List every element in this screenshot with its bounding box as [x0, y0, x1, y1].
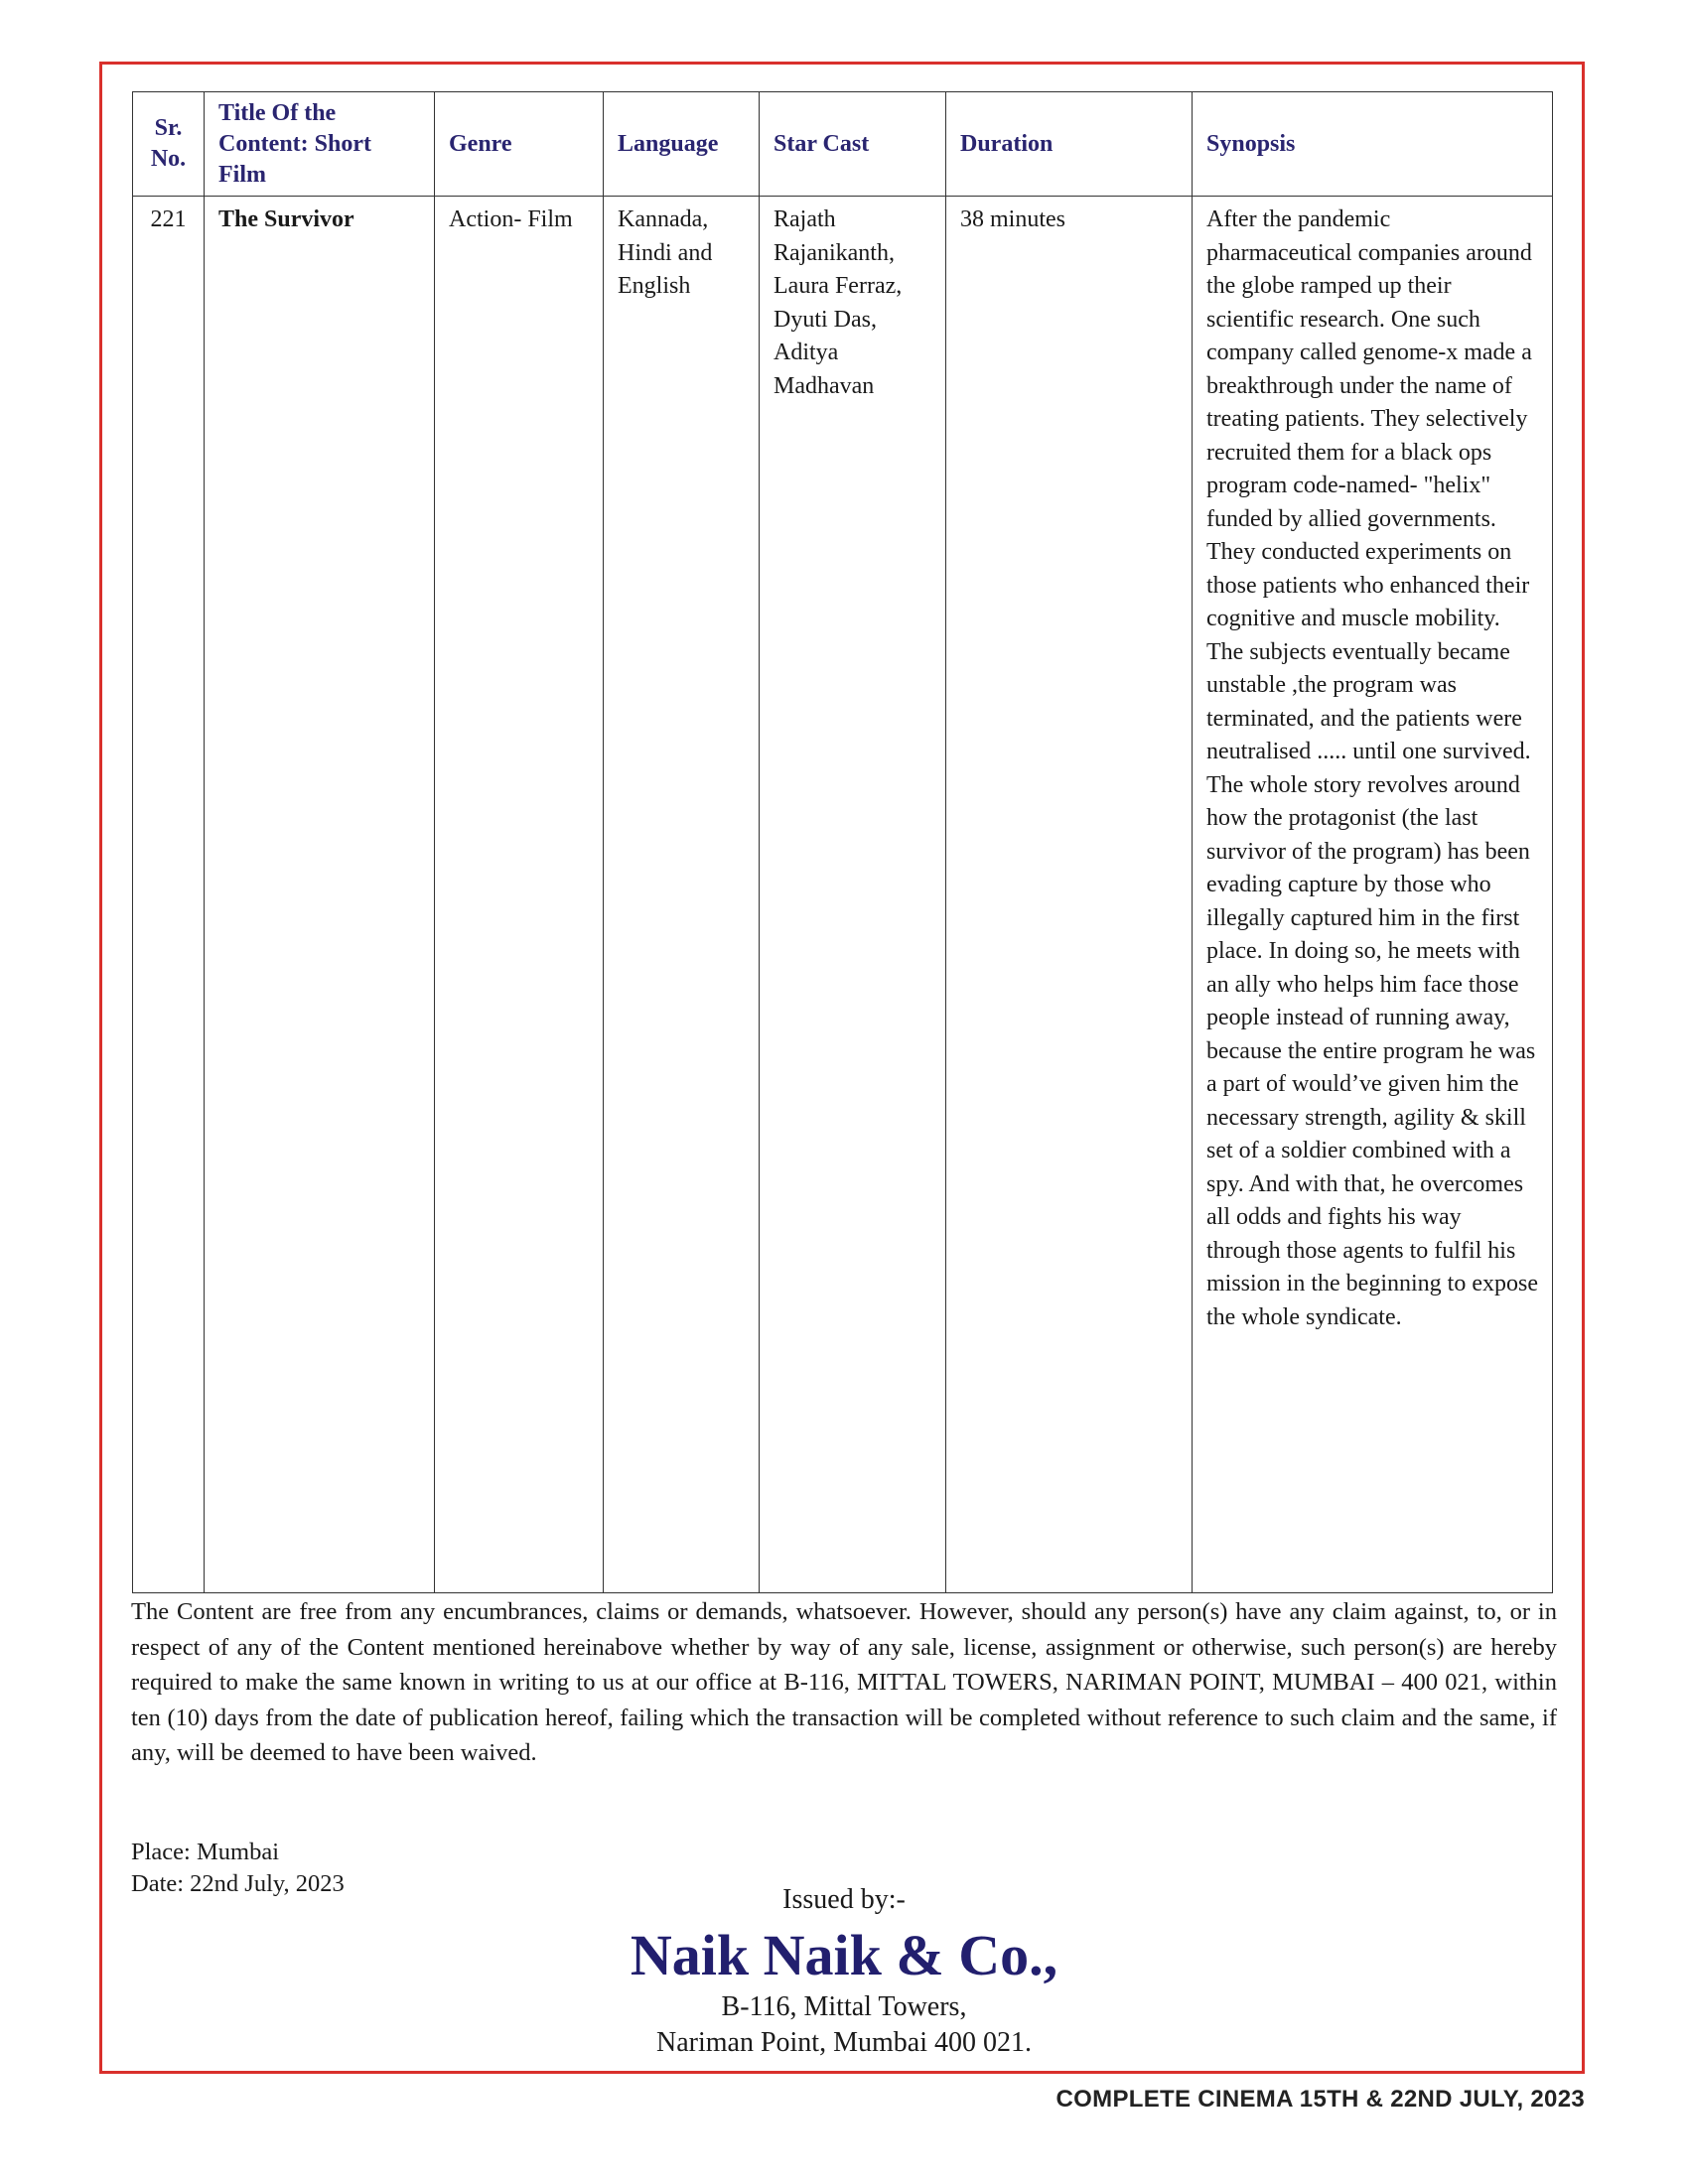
public-notice-paragraph: The Content are free from any encumbrances, claims or demands, whatsoever. However, should any person(s) have any claim against, to, or in respect of any of the Content mentioned hereinabove whether by way of any sale, license, assignment or otherwise, such person(s) are hereby required to make the same known in writing to us at our office at B-116, MITTAL TOWERS, NARIMAN POINT, MUMBAI – 400 021, within ten (10) days from the date of publication hereof, failing which the transaction will be completed without reference to such claim and the same, if any, will be deemed to have been waived. — [131, 1598, 1557, 1766]
header-star-cast: Star Cast — [760, 92, 946, 197]
header-language: Language — [604, 92, 760, 197]
firm-address-line1: B-116, Mittal Towers, — [721, 1991, 967, 2022]
content-listing-table — [132, 91, 1553, 1593]
publication-footer: COMPLETE CINEMA 15TH & 22ND JULY, 2023 — [1055, 2086, 1585, 2113]
firm-address-line2: Nariman Point, Mumbai 400 021. — [656, 2027, 1032, 2058]
table-header-row — [133, 92, 1553, 197]
date-line: Date: 22nd July, 2023 — [131, 1870, 345, 1897]
cell-duration: 38 minutes — [946, 197, 1193, 1593]
table-row — [133, 197, 1553, 1593]
cell-star-cast: Rajath Rajanikanth, Laura Ferraz, Dyuti Das, Aditya Madhavan — [760, 197, 946, 1593]
header-title: Title Of the Content: Short Film — [205, 92, 435, 197]
cell-genre: Action- Film — [435, 197, 604, 1593]
cell-language: Kannada, Hindi and English — [604, 197, 760, 1593]
header-sr-no: Sr. No. — [133, 92, 205, 197]
firm-name: Naik Naik & Co., — [630, 1923, 1058, 1987]
header-synopsis: Synopsis — [1193, 92, 1553, 197]
cell-synopsis: After the pandemic pharmaceutical companies around the globe ramped up their scientific research. One such company called genome-x made a breakthrough under the name of treating patients. They selectively recruited them for a black ops program code-named- "helix" funded by allied governments. They conducted experiments on those patients who enhanced their cognitive and muscle mobility. The subjects eventually became unstable ,the program was terminated, and the patients were neutralised ..... until one survived. The whole story revolves around how the protagonist (the last survivor of the program) has been evading capture by those who illegally captured him in the first place. In doing so, he meets with an ally who helps him face those people instead of running away, because the entire program he was a part of would’ve given him the necessary strength, agility & skill set of a soldier combined with a spy. And with that, he overcomes all odds and fights his way through those agents to fulfil his mission in the beginning to expose the whole syndicate. — [1193, 197, 1553, 1593]
cell-sr-no: 221 — [133, 197, 205, 1593]
place-line: Place: Mumbai — [131, 1839, 280, 1865]
issued-by-label: Issued by:- — [782, 1884, 906, 1915]
header-genre: Genre — [435, 92, 604, 197]
header-duration: Duration — [946, 92, 1193, 197]
cell-title: The Survivor — [205, 197, 435, 1593]
